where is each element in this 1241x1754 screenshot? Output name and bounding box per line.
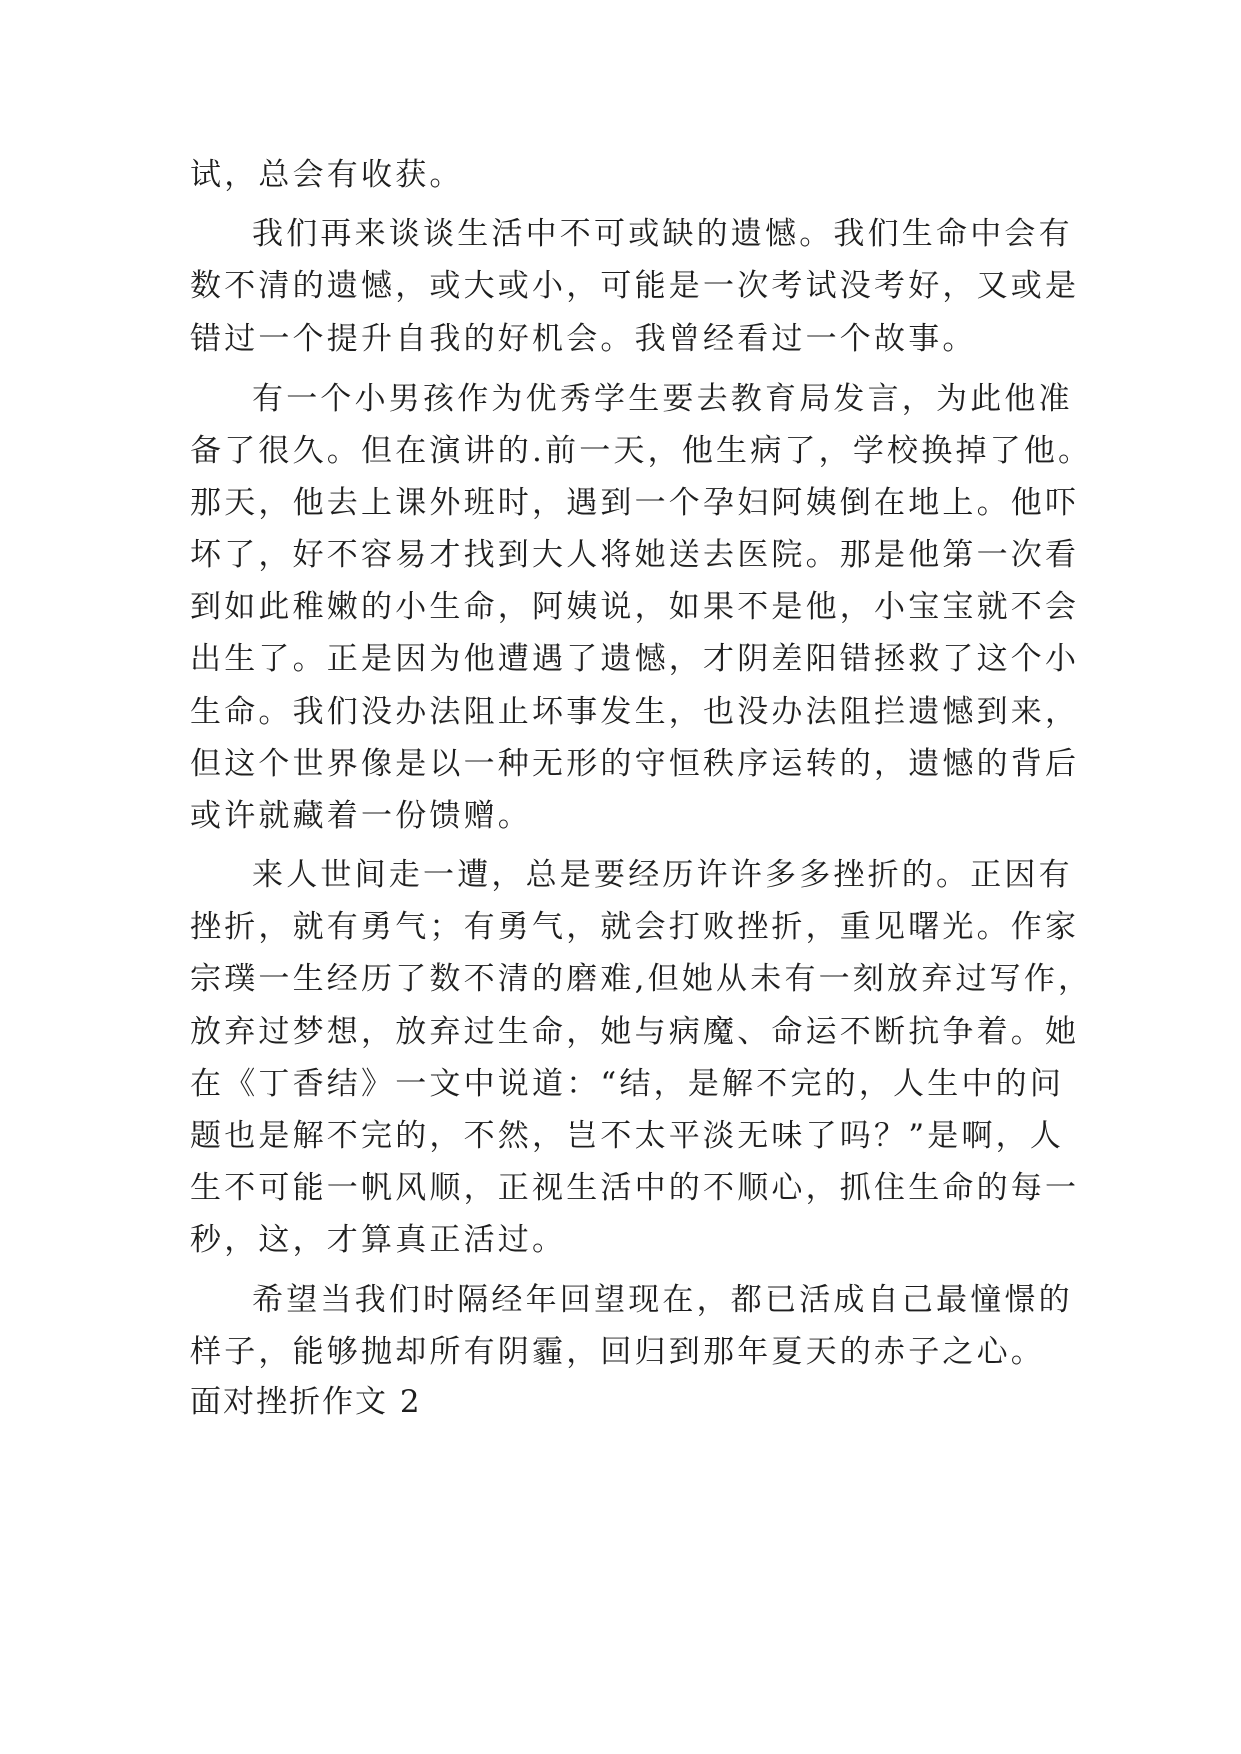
text-line: 挫折，就有勇气；有勇气，就会打败挫折，重见曙光。作家: [190, 909, 1080, 945]
text-line: 我们再来谈谈生活中不可或缺的遗憾。我们生命中会有: [252, 216, 1073, 252]
text-line: 错过一个提升自我的好机会。我曾经看过一个故事。: [190, 321, 977, 357]
text-line: 来人世间走一遭，总是要经历许许多多挫折的。正因有: [252, 857, 1073, 893]
text-line: 那天，他去上课外班时，遇到一个孕妇阿姨倒在地上。他吓: [190, 485, 1080, 521]
text-line: 生不可能一帆风顺，正视生活中的不顺心，抓住生命的每一: [190, 1170, 1080, 1206]
text-line: 备了很久。但在演讲的.前一天，他生病了，学校换掉了他。: [190, 433, 1093, 469]
text-line: 试，总会有收获。: [190, 157, 464, 193]
text-line: 生命。我们没办法阻止坏事发生，也没办法阻拦遗憾到来，: [190, 694, 1080, 730]
text-line: 题也是解不完的，不然，岂不太平淡无味了吗？”是啊，人: [190, 1118, 1065, 1154]
text-line: 样子，能够抛却所有阴霾，回归到那年夏天的赤子之心。: [190, 1334, 1045, 1370]
text-line: 有一个小男孩作为优秀学生要去教育局发言，为此他准: [252, 381, 1073, 417]
text-line: 数不清的遗憾，或大或小，可能是一次考试没考好，又或是: [190, 268, 1080, 304]
text-line: 但这个世界像是以一种无形的守恒秩序运转的，遗憾的背后: [190, 746, 1080, 782]
text-line: 出生了。正是因为他遭遇了遗憾，才阴差阳错拯救了这个小: [190, 641, 1080, 677]
text-line: 或许就藏着一份馈赠。: [190, 798, 532, 834]
text-line: 秒，这，才算真正活过。: [190, 1222, 567, 1258]
text-line: 在《丁香结》一文中说道：“结，是解不完的，人生中的问: [190, 1066, 1065, 1102]
text-line: 希望当我们时隔经年回望现在，都已活成自己最憧憬的: [252, 1282, 1073, 1318]
text-line: 宗璞一生经历了数不清的磨难,但她从未有一刻放弃过写作，: [190, 961, 1093, 997]
text-line: 放弃过梦想，放弃过生命，她与病魔、命运不断抗争着。她: [190, 1014, 1080, 1050]
section-heading: 面对挫折作文 2: [190, 1384, 422, 1420]
text-line: 到如此稚嫩的小生命，阿姨说，如果不是他，小宝宝就不会: [190, 589, 1080, 625]
text-line: 坏了，好不容易才找到大人将她送去医院。那是他第一次看: [190, 537, 1080, 573]
